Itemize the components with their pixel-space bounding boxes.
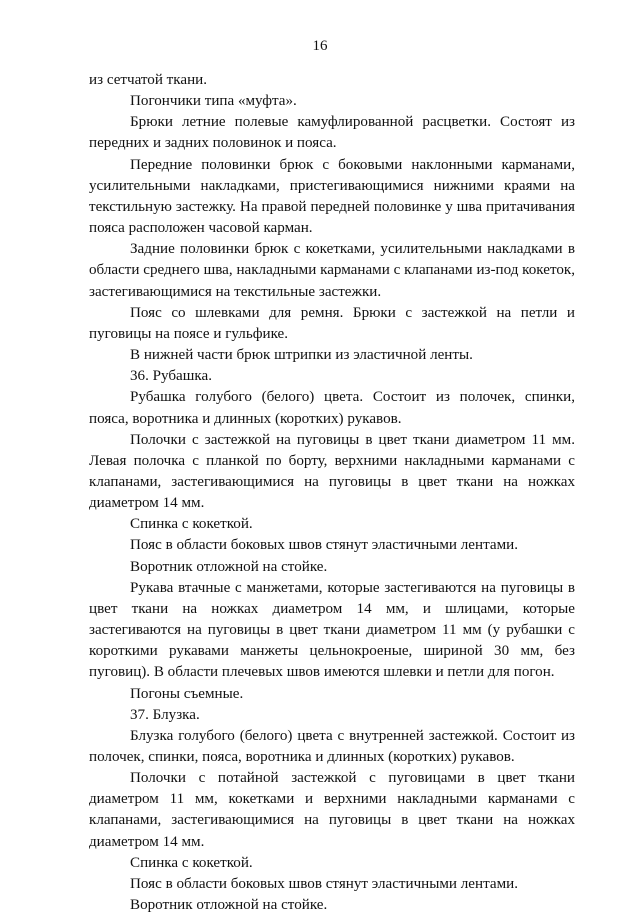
paragraph: Погоны съемные. (130, 685, 244, 702)
paragraph: Полочки с потайной застежкой с пуговицами в цвет ткани диаметром 11 мм, кокетками и верхними накладными карманами с клапанами, застегивающимися на пуговицы в цвет ткани на ножках диаметром 14 мм. (89, 770, 575, 850)
paragraph: Блузка голубого (белого) цвета с внутренней застежкой. Состоит из полочек, спинки, пояса, воротника и длинных (коротких) рукавов. (89, 727, 575, 765)
page-number: 16 (312, 38, 328, 54)
paragraph-continuation: из сетчатой ткани. (89, 72, 208, 88)
paragraph: Воротник отложной на стойке. (130, 558, 328, 575)
paragraph: Пояс в области боковых швов стянут эластичными лентами. (130, 875, 518, 892)
paragraph: Погончики типа «муфта». (130, 93, 297, 110)
paragraph: Пояс со шлевками для ремня. Брюки с застежкой на петли и пуговицы на поясе и гульфике. (89, 304, 575, 342)
paragraph: Рукава втачные с манжетами, которые застегиваются на пуговицы в цвет ткани на ножках диаметром 14 мм, и шлицами, которые застегиваются на пуговицы в цвет ткани диаметром 11 мм (у рубашки с короткими рукавами манжеты цельнокроеные, шириной 30 мм, без пуговиц). В области плечевых швов имеются шлевки и петли для погон. (89, 579, 575, 681)
document-body (89, 70, 575, 916)
paragraph: В нижней части брюк штрипки из эластичной ленты. (130, 347, 473, 364)
paragraph: Спинка с кокеткой. (130, 516, 253, 533)
paragraph: Задние половинки брюк с кокетками, усилительными накладками в области среднего шва, накладными карманами с клапанами из-под кокеток, застегивающимися на текстильные застежки. (89, 241, 575, 300)
paragraph: Пояс в области боковых швов стянут эластичными лентами. (130, 537, 518, 554)
paragraph: Передние половинки брюк с боковыми наклонными карманами, усилительными накладками, пристегивающимися нижними краями на текстильную застежку. На правой передней половинке у шва притачивания пояса расположен часовой карман. (89, 156, 575, 237)
section-heading-shirt: 36. Рубашка. (130, 368, 212, 385)
paragraph: Рубашка голубого (белого) цвета. Состоит из полочек, спинки, пояса, воротника и длинных (коротких) рукавов. (89, 389, 575, 427)
paragraph: Полочки с застежкой на пуговицы в цвет ткани диаметром 11 мм. Левая полочка с планкой по борту, верхними накладными карманами с клапанами, застегивающимися на пуговицы в цвет ткани на ножках диаметром 14 мм. (89, 431, 575, 512)
paragraph: Брюки летние полевые камуфлированной расцветки. Состоят из передних и задних половинок и пояса. (89, 114, 575, 152)
paragraph: Спинка с кокеткой. (130, 854, 253, 871)
section-heading-blouse: 37. Блузка. (130, 706, 200, 723)
paragraph: Воротник отложной на стойке. (130, 897, 328, 914)
